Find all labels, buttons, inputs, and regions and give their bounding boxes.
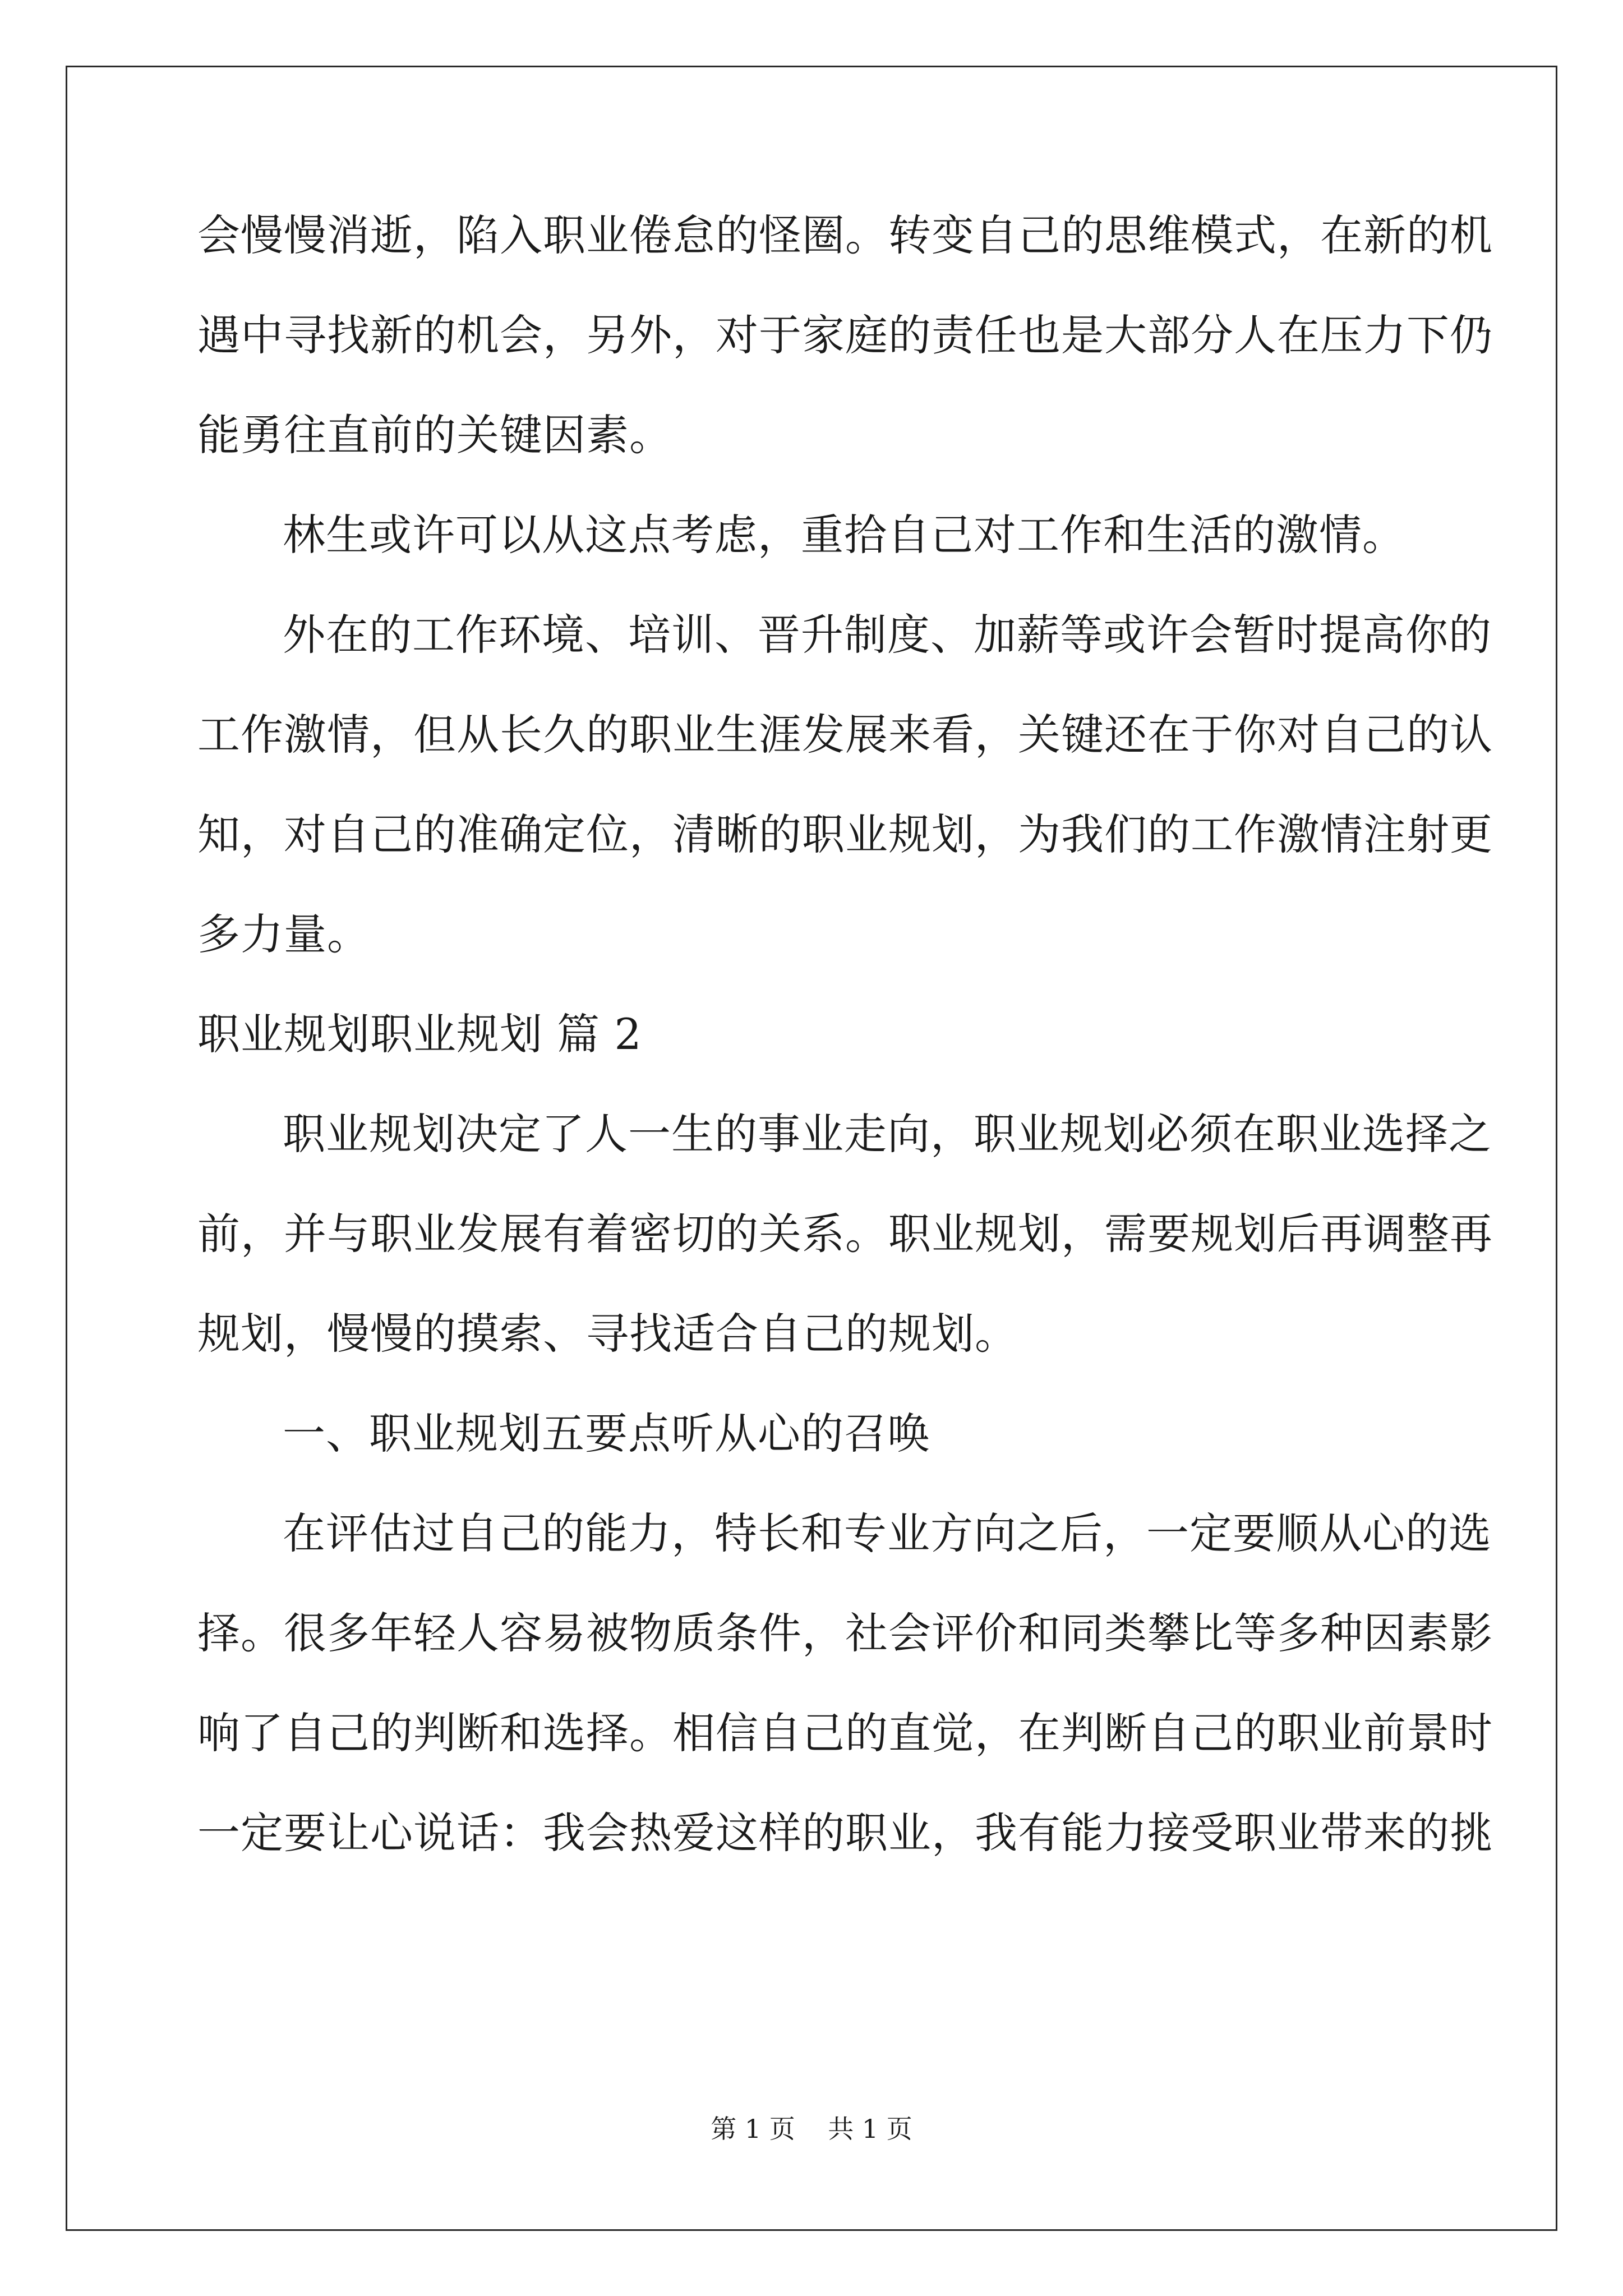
body-line: 工作激情，但从长久的职业生涯发展来看，关键还在于你对自己的认 [197, 710, 1493, 760]
body-line: 林生或许可以从这点考虑，重拾自己对工作和生活的激情。 [283, 510, 1405, 560]
page-footer [0, 2112, 1623, 2146]
body-line: 职业规划决定了人一生的事业走向，职业规划必须在职业选择之 [283, 1109, 1492, 1159]
subheading: 一、职业规划五要点听从心的召唤 [283, 1409, 930, 1458]
body-line: 规划，慢慢的摸索、寻找适合自己的规划。 [197, 1309, 1018, 1359]
page-number: 第 1 页 共 1 页 [711, 2114, 912, 2144]
body-line: 在评估过自己的能力，特长和专业方向之后，一定要顺从心的选 [283, 1508, 1492, 1558]
body-line: 知，对自己的准确定位，清晰的职业规划，为我们的工作激情注射更 [197, 809, 1493, 859]
body-line: 前，并与职业发展有着密切的关系。职业规划，需要规划后再调整再 [197, 1209, 1493, 1259]
body-line: 多力量。 [197, 909, 370, 959]
body-line: 择。很多年轻人容易被物质条件，社会评价和同类攀比等多种因素影 [197, 1608, 1493, 1658]
section-heading: 职业规划职业规划 篇 2 [197, 1009, 642, 1059]
body-line: 会慢慢消逝，陷入职业倦怠的怪圈。转变自己的思维模式，在新的机 [197, 210, 1493, 260]
body-line: 遇中寻找新的机会，另外，对于家庭的责任也是大部分人在压力下仍 [197, 310, 1493, 360]
body-line: 能勇往直前的关键因素。 [197, 410, 672, 460]
body-line: 响了自己的判断和选择。相信自己的直觉，在判断自己的职业前景时 [197, 1708, 1493, 1758]
body-line: 一定要让心说话：我会热爱这样的职业，我有能力接受职业带来的挑 [197, 1808, 1493, 1858]
body-line: 外在的工作环境、培训、晋升制度、加薪等或许会暂时提高你的 [283, 610, 1492, 660]
